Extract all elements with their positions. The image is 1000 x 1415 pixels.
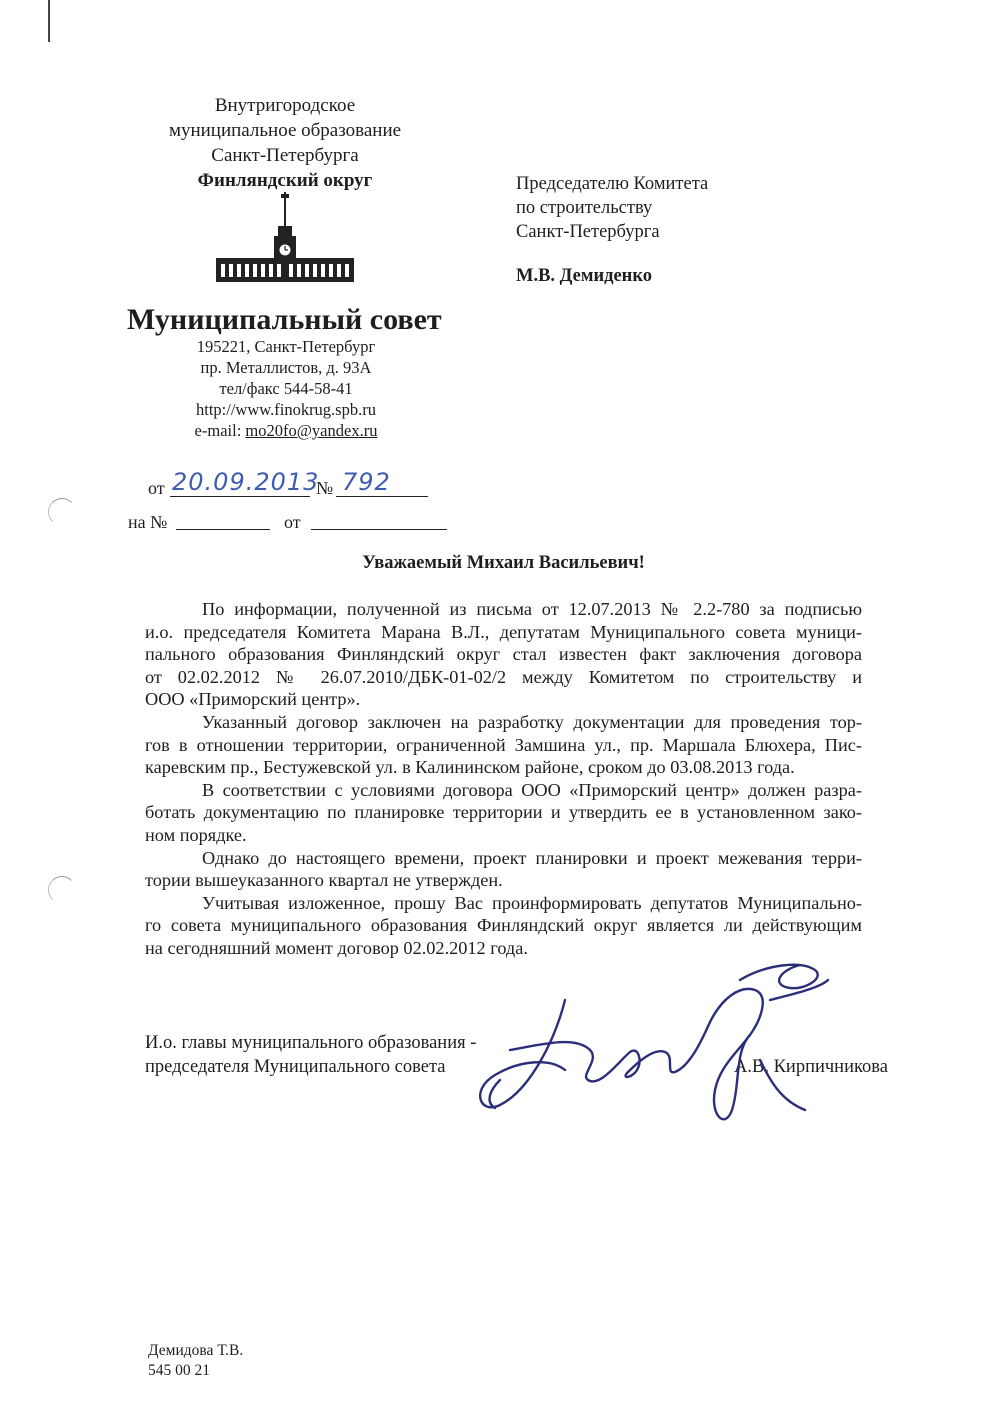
paragraph-4 [145,847,862,892]
handwritten-signature-icon [470,940,830,1140]
signatory-name: А.В. Кирпичникова [734,1057,888,1077]
paragraph-line: Указанный договор заключен на разработку документации для проведения тор- [202,711,862,732]
signatory-title-line2: председателя Муниципального совета [145,1057,446,1077]
number-label: № [316,478,334,498]
scan-edge-mark [48,0,50,42]
addressee-name: М.В. Демиденко [516,266,652,286]
website: http://www.finokrug.spb.ru [196,400,376,419]
paragraph-line: от 02.02.2012 № 26.07.2010/ДБК-01-02/2 между Комитетом по строительству и [145,666,862,687]
punch-hole-upper [48,498,76,526]
signatory-title-line1: И.о. главы муниципального образования - [145,1033,477,1053]
paragraph-2 [145,711,862,779]
council-title: Муниципальный совет [127,303,442,336]
paragraph-line: ботать документацию по планировке территории и утвердить ее в установленном зако- [145,802,862,823]
salutation: Уважаемый Михаил Васильевич! [362,553,645,573]
addressee-line1: Председателю Комитета [516,174,709,194]
executor-block [148,1341,243,1381]
paragraph-line: на сегодняшний момент договор 02.02.2012 года. [145,937,528,958]
signatory-title [145,1031,476,1079]
addressee-block [516,172,816,288]
org-name-line3: Санкт-Петербурга [211,145,359,166]
org-name-district: Финляндский округ [197,170,373,191]
paragraph-line: тории вышеуказанного квартал не утвержден. [145,870,503,891]
building-logo-icon [210,188,360,288]
paragraph-1 [145,598,862,711]
paragraph-line: По информации, полученной из письма от 12.07.2013 № 2.2-780 за подписью [202,599,862,619]
org-name-line2: муниципальное образование [168,120,402,141]
letterhead [105,93,465,193]
in-reply-date-blank [311,529,447,530]
number-underline [336,496,428,497]
email-link[interactable]: mo20fo@yandex.ru [245,421,378,440]
paragraph-line: В соответствии с условиями договора ООО «Приморский центр» должен разра- [202,779,862,800]
email-line [170,420,402,441]
incoming-ref [128,510,458,536]
paragraph-line: ООО «Приморский центр». [145,689,361,710]
address-line1: 195221, Санкт-Петербург [196,337,376,356]
paragraph-3 [145,779,862,847]
punch-hole-lower [48,876,76,904]
paragraph-line: го совета муниципального образования Финляндский округ является ли действующим [145,915,862,936]
addressee-line3: Санкт-Петербурга [516,222,660,242]
paragraph-line: Учитывая изложенное, прошу Вас проинформировать депутатов Муниципально- [202,892,862,913]
paragraph-line: ном порядке. [145,824,247,845]
executor-phone: 545 00 21 [148,1362,210,1379]
address-line2: пр. Металлистов, д. 93А [200,358,372,377]
phone-fax: тел/факс 544-58-41 [219,379,353,398]
paragraph-line: каревским пр., Бестужевской ул. в Калининском районе, сроком до 03.08.2013 года. [145,757,795,778]
in-reply-number-blank [176,529,270,530]
in-reply-number-label: на № [128,512,168,532]
addressee-line2: по строительству [516,198,653,218]
paragraph-line: и.о. председателя Комитета Марана В.Л., депутатам Муниципального совета муници- [145,621,862,642]
org-name-line1: Внутригородское [214,95,356,116]
outgoing-ref [148,470,438,502]
in-reply-date-label: от [284,512,301,532]
email-label: e-mail: [194,421,242,440]
council-address-block [170,336,402,441]
date-label: от [148,478,165,498]
handwritten-number: 792 [342,468,391,496]
paragraph-line: пального образования Финляндский округ стал известен факт заключения договора [145,644,862,665]
paragraph-line: гов в отношении территории, ограниченной Замшина ул., пр. Маршала Блюхера, Пис- [145,734,862,755]
letter-body [145,598,862,960]
paragraph-line: Однако до настоящего времени, проект планировки и проект межевания терри- [202,847,862,868]
date-underline [170,496,310,497]
handwritten-date: 20.09.2013 [172,468,320,496]
executor-name: Демидова Т.В. [148,1342,244,1359]
